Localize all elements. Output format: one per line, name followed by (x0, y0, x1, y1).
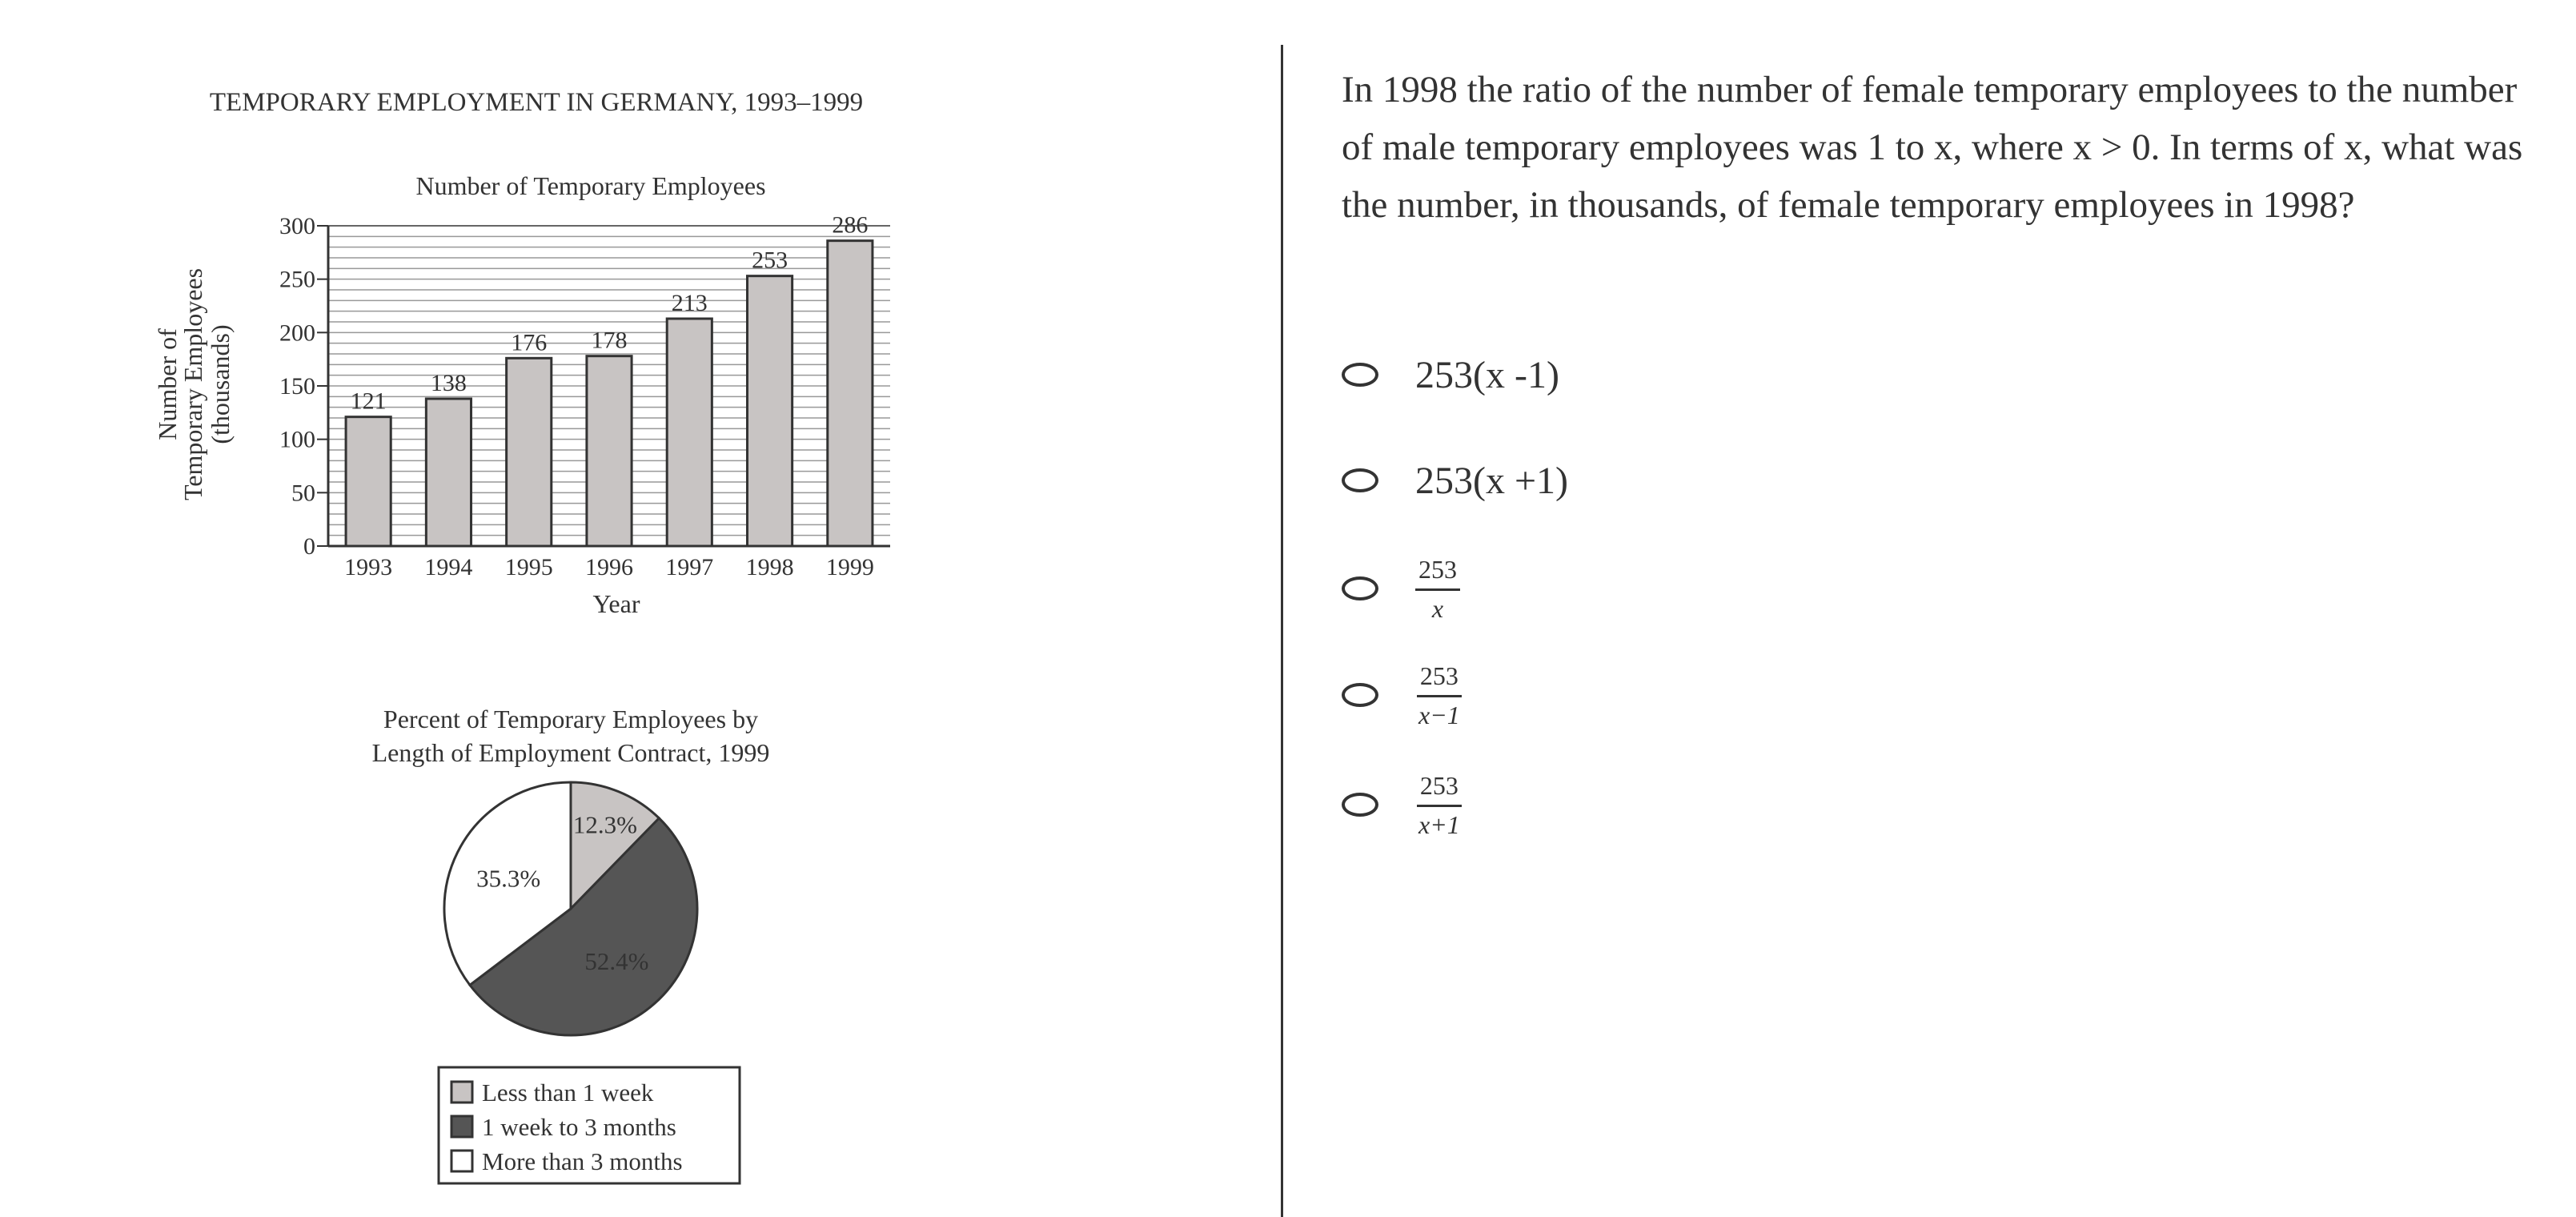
bar-1993 (346, 417, 391, 546)
pie-chart (372, 705, 770, 1183)
bar-1994 (426, 399, 471, 546)
pie-title-line-1: Percent of Temporary Employees by (383, 705, 759, 733)
pie-value-label: 35.3% (476, 864, 541, 893)
x-tick-label: 1996 (585, 554, 633, 580)
choice-fraction (1415, 553, 1460, 625)
figure-pane (0, 0, 1281, 1217)
radio-button[interactable] (1342, 793, 1378, 817)
legend-swatch (451, 1116, 472, 1137)
y-tick-label: 250 (279, 266, 315, 293)
y-tick-label: 100 (279, 426, 315, 453)
figure-svg (0, 0, 1281, 1217)
y-tick-label: 0 (303, 533, 315, 560)
ylabel-line-3: (thousands) (206, 324, 235, 444)
ylabel-line-2: Temporary Employees (179, 267, 207, 501)
answer-choice-1[interactable] (1342, 335, 1559, 415)
choice-label: 253(x -1) (1415, 353, 1559, 396)
fraction-numerator: 253 (1417, 769, 1462, 807)
pie-value-label: 52.4% (584, 947, 649, 976)
radio-button[interactable] (1342, 576, 1378, 600)
legend-label: Less than 1 week (482, 1078, 654, 1107)
radio-button[interactable] (1342, 363, 1378, 387)
y-tick-label: 150 (279, 373, 315, 400)
answer-choice-4[interactable] (1342, 655, 1463, 735)
fraction-denominator: x (1431, 593, 1444, 623)
bar-1996 (587, 356, 632, 546)
radio-button[interactable] (1342, 468, 1378, 492)
y-tick-label: 300 (279, 213, 315, 239)
fraction-numerator: 253 (1417, 660, 1462, 697)
bar-value-label: 213 (671, 290, 708, 316)
radio-button[interactable] (1342, 683, 1378, 707)
pie-title-line-2: Length of Employment Contract, 1999 (371, 738, 770, 767)
x-tick-label: 1999 (825, 554, 874, 580)
choice-fraction (1415, 769, 1463, 841)
x-tick-label: 1995 (504, 554, 553, 580)
answer-choice-2[interactable] (1342, 440, 1568, 520)
x-tick-label: 1998 (745, 554, 794, 580)
bar-value-label: 138 (430, 370, 467, 396)
bar-chart-ylabel (153, 268, 235, 500)
fraction-denominator: x+1 (1418, 809, 1460, 839)
bar-chart (153, 171, 890, 618)
answer-choice-5[interactable] (1342, 765, 1463, 845)
pane-divider (1281, 45, 1283, 1217)
x-tick-label: 1997 (665, 554, 714, 580)
figure-main-title: TEMPORARY EMPLOYMENT IN GERMANY, 1993–1999 (209, 88, 864, 117)
bar-chart-xlabel: Year (592, 589, 640, 618)
fraction-numerator: 253 (1415, 553, 1460, 591)
fraction-denominator: x−1 (1418, 700, 1460, 729)
y-tick-label: 200 (279, 319, 315, 347)
bar-value-label: 121 (350, 388, 387, 415)
legend-label: 1 week to 3 months (482, 1113, 676, 1141)
bar-1997 (667, 319, 712, 546)
bar-1999 (828, 241, 873, 546)
legend-swatch (451, 1151, 472, 1171)
x-tick-label: 1994 (424, 554, 473, 580)
question-text: In 1998 the ratio of the number of female temporary employees to the number of male temporary employees was 1 to x, where x > 0. In terms of x, what was the number, in thousands, of female temporary employees in 1998? (1342, 69, 2523, 226)
bar-value-label: 253 (752, 247, 788, 274)
legend-swatch (451, 1082, 472, 1103)
ylabel-line-1: Number of (153, 328, 182, 440)
bar-1998 (747, 276, 792, 546)
y-tick-label: 50 (291, 480, 315, 507)
question-pane (1313, 0, 2546, 1217)
pie-value-label: 12.3% (572, 810, 637, 839)
bar-value-label: 286 (832, 211, 869, 239)
choice-label: 253(x +1) (1415, 459, 1569, 502)
bar-value-label: 176 (511, 329, 548, 356)
bar-1995 (507, 358, 552, 546)
bar-value-label: 178 (591, 327, 628, 354)
x-tick-label: 1993 (344, 554, 393, 580)
bar-chart-title: Number of Temporary Employees (415, 171, 766, 200)
answer-choice-3[interactable] (1342, 548, 1460, 629)
legend-label: More than 3 months (482, 1147, 683, 1175)
choice-fraction (1415, 660, 1463, 731)
